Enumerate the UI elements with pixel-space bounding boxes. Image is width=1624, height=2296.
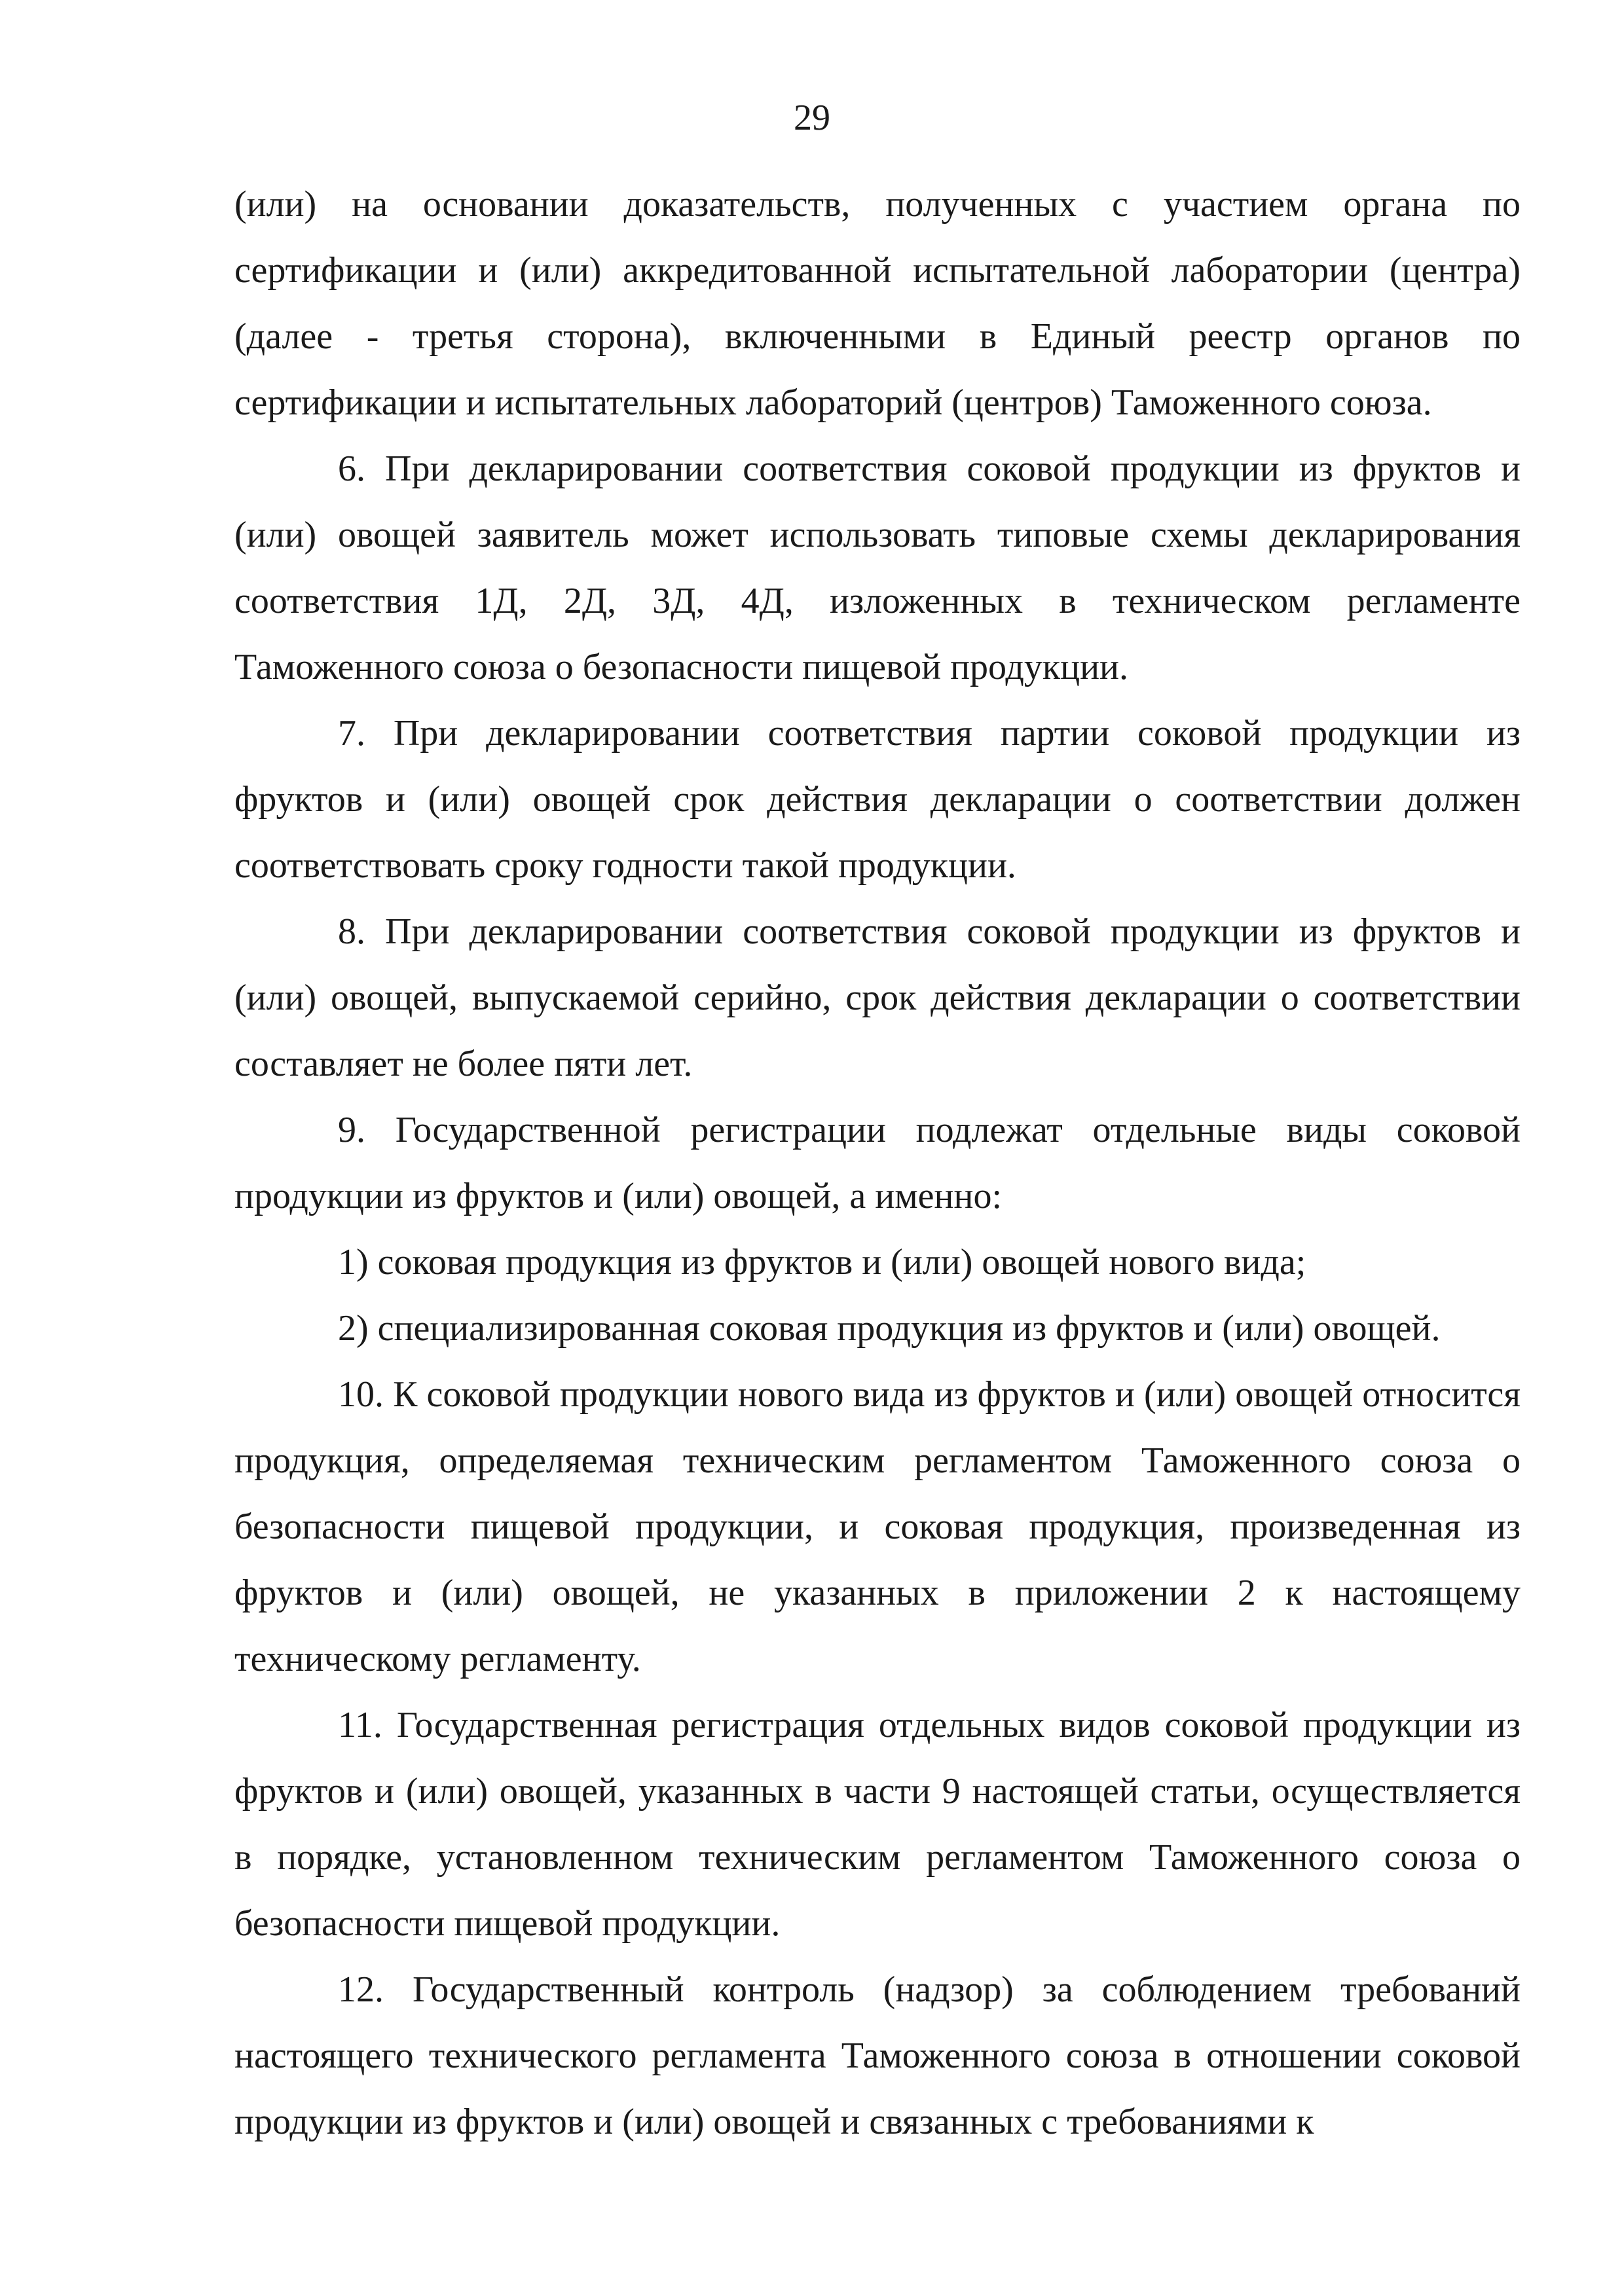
paragraph-item-7: 7. При декларировании соответствия партии соковой продукции из фруктов и (или) овощей срок действия декларации о соответствии должен соответствовать сроку годности такой продукции. bbox=[234, 713, 1521, 886]
paragraph-item-8: 8. При декларировании соответствия соковой продукции из фруктов и (или) овощей, выпускаемой серийно, срок действия декларации о соответствии составляет не более пяти лет. bbox=[234, 911, 1521, 1084]
paragraph-item-11: 11. Государственная регистрация отдельных видов соковой продукции из фруктов и (или) овощей, указанных в части 9 настоящей статьи, осуществляется в порядке, установленном техническим регламентом Таможенного союза о безопасности пищевой продукции. bbox=[234, 1705, 1521, 1944]
page-number: 29 bbox=[794, 98, 830, 138]
paragraph-item-12: 12. Государственный контроль (надзор) за соблюдением требований настоящего технического регламента Таможенного союза в отношении соковой продукции из фруктов и (или) овощей и связанных с требованиями к bbox=[234, 1969, 1521, 2142]
subitem-9-2: 2) специализированная соковая продукция из фруктов и (или) овощей. bbox=[338, 1308, 1441, 1349]
paragraph-item-9: 9. Государственной регистрации подлежат отдельные виды соковой продукции из фруктов и (или) овощей, а именно: bbox=[234, 1110, 1521, 1216]
subitem-9-1: 1) соковая продукция из фруктов и (или) овощей нового вида; bbox=[338, 1242, 1306, 1283]
paragraph-item-6: 6. При декларировании соответствия соковой продукции из фруктов и (или) овощей заявитель может использовать типовые схемы декларирования соответствия 1Д, 2Д, 3Д, 4Д, изложенных в техническом регламенте Таможенного союза о безопасности пищевой продукции. bbox=[234, 448, 1521, 687]
paragraph-item-10: 10. К соковой продукции нового вида из фруктов и (или) овощей относится продукция, определяемая техническим регламентом Таможенного союза о безопасности пищевой продукции, и соковая продукция, произведенная из фруктов и (или) овощей, не указанных в приложении 2 к настоящему техническому регламенту. bbox=[234, 1374, 1521, 1679]
document-body bbox=[234, 172, 1521, 2155]
paragraph-continuation: (или) на основании доказательств, полученных с участием органа по сертификации и (или) аккредитованной испытательной лаборатории (центра) (далее - третья сторона), включенными в Единый реестр органов по сертификации и испытательных лабораторий (центров) Таможенного союза. bbox=[234, 184, 1521, 423]
